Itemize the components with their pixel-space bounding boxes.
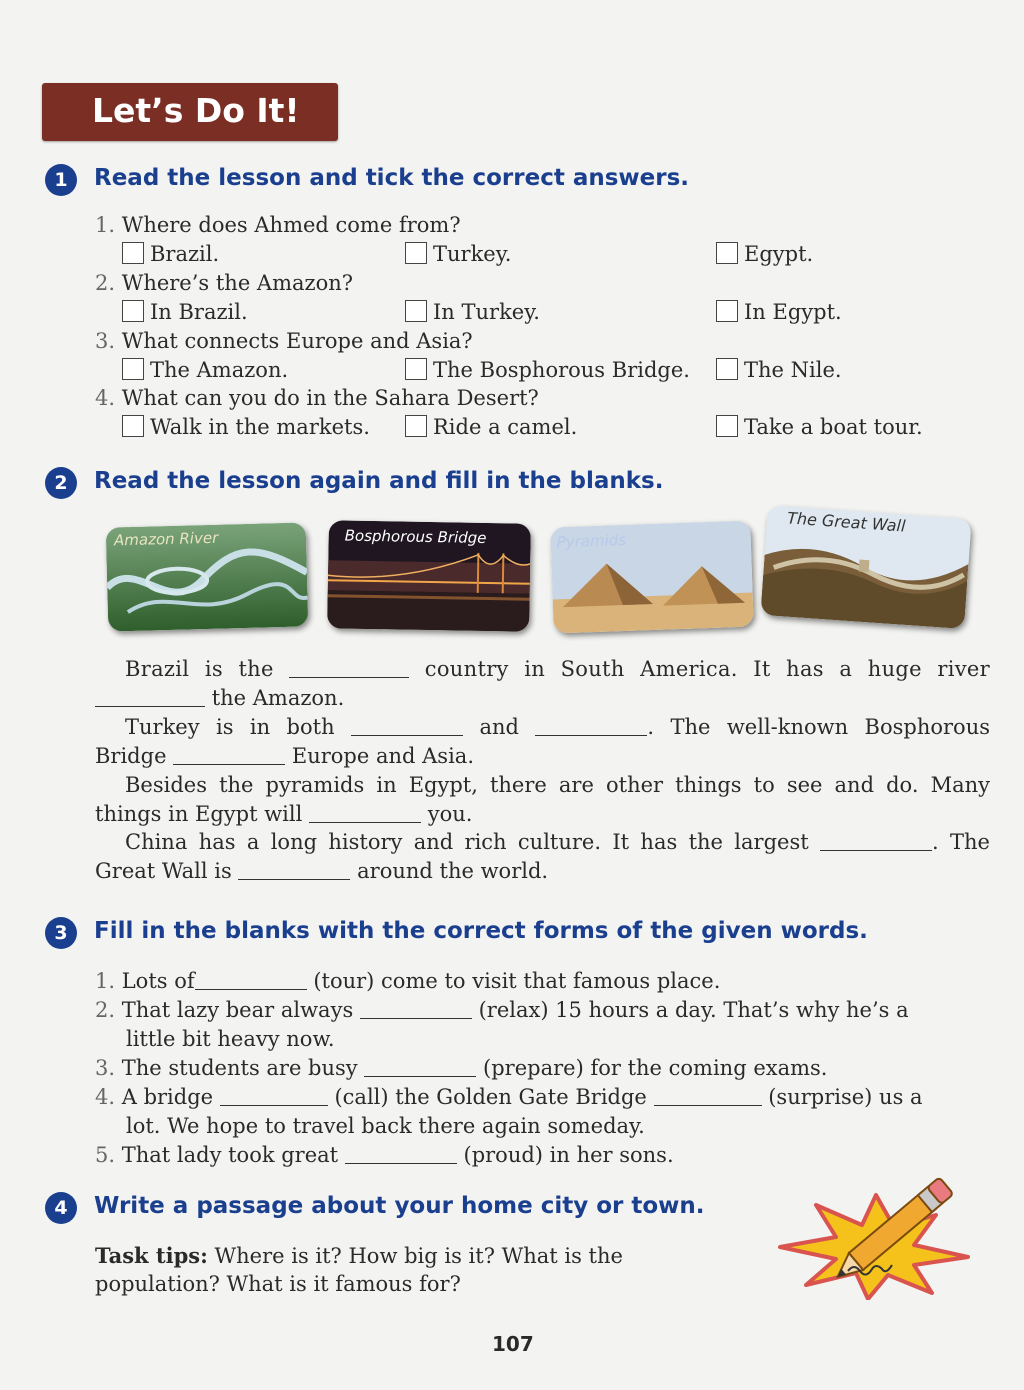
passage-text: Great Wall is xyxy=(95,859,232,883)
checkbox[interactable] xyxy=(716,358,738,380)
item-number: 4. xyxy=(95,1085,116,1109)
item-text: That lazy bear always xyxy=(121,998,354,1022)
answer-option[interactable] xyxy=(716,240,813,269)
answer-option[interactable] xyxy=(405,240,511,269)
great-wall-photo xyxy=(760,505,971,629)
blank-field[interactable] xyxy=(289,657,409,678)
passage-text: the Amazon. xyxy=(211,686,345,710)
checkbox[interactable] xyxy=(405,415,427,437)
option-label: Take a boat tour. xyxy=(744,415,923,439)
answer-option[interactable] xyxy=(716,413,923,442)
passage-text: and xyxy=(479,715,519,739)
option-label: In Brazil. xyxy=(150,300,248,324)
blank-field[interactable] xyxy=(654,1085,762,1106)
section-number-badge: 2 xyxy=(45,467,77,499)
blank-field[interactable] xyxy=(309,802,421,823)
checkbox[interactable] xyxy=(122,242,144,264)
item-text: lot. We hope to travel back there again someday. xyxy=(126,1114,645,1138)
option-label: Walk in the markets. xyxy=(150,415,370,439)
option-label: Egypt. xyxy=(744,242,814,266)
option-label: In Turkey. xyxy=(433,300,540,324)
option-label: Brazil. xyxy=(150,242,220,266)
pencil-writing-icon xyxy=(776,1175,976,1300)
blank-field[interactable] xyxy=(95,686,205,707)
checkbox[interactable] xyxy=(122,358,144,380)
blank-field[interactable] xyxy=(345,1143,457,1164)
checkbox[interactable] xyxy=(716,415,738,437)
blank-field[interactable] xyxy=(364,1056,476,1077)
exercise-item-4-cont xyxy=(126,1112,645,1141)
blank-field[interactable] xyxy=(173,744,285,765)
task-tips-line-1 xyxy=(95,1241,623,1271)
blank-field[interactable] xyxy=(195,969,307,990)
passage-text: you. xyxy=(427,802,473,826)
item-number: 5. xyxy=(95,1143,116,1167)
photo-label: The Great Wall xyxy=(786,508,907,536)
fill-in-paragraph-turkey xyxy=(95,713,990,771)
question-number: 2. xyxy=(95,271,116,295)
passage-text: Europe and Asia. xyxy=(291,744,474,768)
fill-in-paragraph-brazil xyxy=(95,655,990,713)
bosphorous-bridge-photo xyxy=(327,520,531,632)
blank-field[interactable] xyxy=(820,830,932,851)
item-text: That lady took great xyxy=(121,1143,339,1167)
question-text: What connects Europe and Asia? xyxy=(121,329,473,353)
checkbox[interactable] xyxy=(716,300,738,322)
option-label: The Nile. xyxy=(744,358,842,382)
question-text: What can you do in the Sahara Desert? xyxy=(121,386,539,410)
passage-text: around the world. xyxy=(357,859,549,883)
exercise-item-4 xyxy=(95,1083,923,1112)
question-number: 1. xyxy=(95,213,116,237)
item-number: 1. xyxy=(95,969,116,993)
option-label: In Egypt. xyxy=(744,300,842,324)
fill-in-paragraph-china xyxy=(95,828,990,886)
option-label: The Amazon. xyxy=(150,358,289,382)
page-number: 107 xyxy=(492,1332,534,1356)
item-text: (tour) come to visit that famous place. xyxy=(313,969,721,993)
section-number-badge: 1 xyxy=(45,164,77,196)
section-title: Read the lesson again and fill in the blanks. xyxy=(94,468,664,494)
answer-option[interactable] xyxy=(405,298,540,327)
checkbox[interactable] xyxy=(405,300,427,322)
answer-option[interactable] xyxy=(405,356,690,385)
blank-field[interactable] xyxy=(351,715,463,736)
section-title: Write a passage about your home city or town. xyxy=(94,1193,705,1219)
task-tips-text: population? What is it famous for? xyxy=(95,1272,461,1296)
blank-field[interactable] xyxy=(360,998,472,1019)
banner-title: Let’s Do It! xyxy=(92,91,300,130)
exercise-item-3 xyxy=(95,1054,827,1083)
fill-in-paragraph-egypt xyxy=(95,771,990,829)
option-label: Turkey. xyxy=(433,242,512,266)
question-text: Where does Ahmed come from? xyxy=(121,213,461,237)
passage-text: country in South America. It has a huge river xyxy=(424,657,990,681)
section-title: Fill in the blanks with the correct forms of the given words. xyxy=(94,918,868,944)
passage-text: Brazil is the xyxy=(125,657,274,681)
section-number-badge: 3 xyxy=(45,917,77,949)
option-label: The Bosphorous Bridge. xyxy=(433,358,690,382)
photo-label: Bosphorous Bridge xyxy=(344,526,487,547)
item-text: Lots of xyxy=(121,969,195,993)
answer-option[interactable] xyxy=(122,413,370,442)
exercise-item-2-cont xyxy=(126,1025,335,1054)
answer-option[interactable] xyxy=(122,356,288,385)
passage-text: things in Egypt will xyxy=(95,802,303,826)
exercise-item-5 xyxy=(95,1141,674,1170)
exercise-item-2 xyxy=(95,996,909,1025)
item-text: (proud) in her sons. xyxy=(463,1143,674,1167)
answer-option[interactable] xyxy=(716,356,842,385)
answer-option[interactable] xyxy=(122,298,248,327)
option-label: Ride a camel. xyxy=(433,415,578,439)
lets-do-it-banner xyxy=(42,83,338,141)
passage-text: China has a long history and rich culture. It has the largest xyxy=(125,830,809,854)
photo-label: Pyramids xyxy=(556,530,627,552)
item-text: The students are busy xyxy=(121,1056,358,1080)
question-number: 4. xyxy=(95,386,116,410)
checkbox[interactable] xyxy=(405,242,427,264)
section-title: Read the lesson and tick the correct answers. xyxy=(94,165,690,191)
item-text: (call) the Golden Gate Bridge xyxy=(334,1085,647,1109)
blank-field[interactable] xyxy=(238,859,350,880)
passage-text: . The well-known Bosphorous xyxy=(647,715,991,739)
checkbox[interactable] xyxy=(716,242,738,264)
passage-text: Besides the pyramids in Egypt, there are other things to see and do. Many xyxy=(125,773,990,797)
item-text: (surprise) us a xyxy=(768,1085,923,1109)
item-text: (prepare) for the coming exams. xyxy=(483,1056,828,1080)
item-number: 3. xyxy=(95,1056,116,1080)
section-number-badge: 4 xyxy=(45,1192,77,1224)
photo-label: Amazon River xyxy=(113,528,219,550)
task-tips-line-2 xyxy=(95,1270,461,1299)
blank-field[interactable] xyxy=(535,715,647,736)
passage-text: . The xyxy=(932,830,990,854)
passage-text: Bridge xyxy=(95,744,167,768)
answer-option[interactable] xyxy=(716,298,842,327)
answer-option[interactable] xyxy=(405,413,577,442)
task-tips-label: Task tips: xyxy=(95,1243,208,1268)
item-text: A bridge xyxy=(121,1085,214,1109)
checkbox[interactable] xyxy=(405,358,427,380)
answer-option[interactable] xyxy=(122,240,219,269)
exercise-item-1 xyxy=(95,967,720,996)
item-text: little bit heavy now. xyxy=(126,1027,335,1051)
checkbox[interactable] xyxy=(122,300,144,322)
task-tips-text: Where is it? How big is it? What is the xyxy=(214,1244,623,1268)
question-text: Where’s the Amazon? xyxy=(121,271,354,295)
item-number: 2. xyxy=(95,998,116,1022)
question-number: 3. xyxy=(95,329,116,353)
blank-field[interactable] xyxy=(220,1085,328,1106)
pyramids-photo xyxy=(550,521,754,634)
amazon-river-photo xyxy=(106,522,309,631)
item-text: (relax) 15 hours a day. That’s why he’s a xyxy=(478,998,909,1022)
checkbox[interactable] xyxy=(122,415,144,437)
passage-text: Turkey is in both xyxy=(125,715,335,739)
